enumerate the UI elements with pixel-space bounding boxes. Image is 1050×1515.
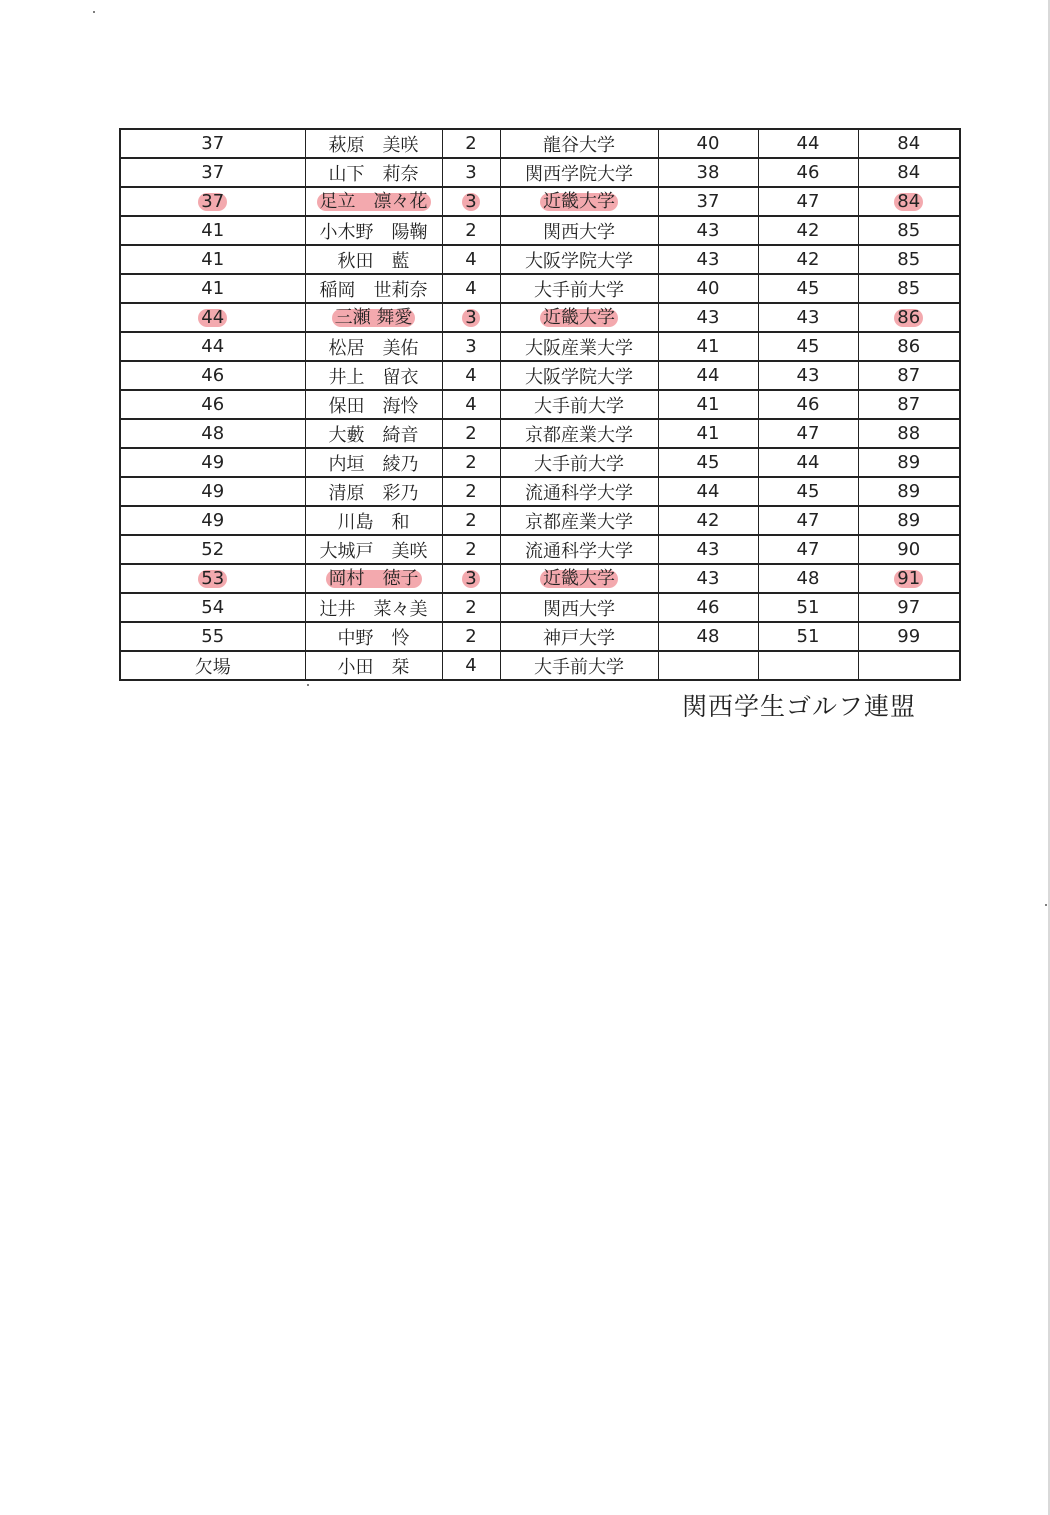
cell-out xyxy=(658,477,758,506)
cell-grade xyxy=(442,274,500,303)
table-row xyxy=(120,448,960,477)
cell-school xyxy=(500,419,658,448)
name-text: 大城戸 美咲 xyxy=(319,540,428,562)
grade-text: 4 xyxy=(465,655,477,676)
out-text: 43 xyxy=(696,220,720,241)
cell-school xyxy=(500,129,658,158)
table-row xyxy=(120,419,960,448)
cell-grade xyxy=(442,651,500,680)
cell-total xyxy=(858,274,960,303)
school-text: 龍谷大学 xyxy=(543,134,615,156)
name-text: 萩原 美咲 xyxy=(328,134,419,156)
cell-total xyxy=(858,593,960,622)
out-text: 41 xyxy=(696,423,720,444)
total-text: 85 xyxy=(897,249,921,270)
in-text: 42 xyxy=(796,220,820,241)
grade-text: 4 xyxy=(465,365,477,386)
out-text: 38 xyxy=(696,162,720,183)
school-text: 大阪産業大学 xyxy=(525,337,633,359)
cell-out xyxy=(658,332,758,361)
grade-text: 2 xyxy=(465,423,477,444)
name-text: 中野 怜 xyxy=(337,627,410,649)
cell-grade xyxy=(442,332,500,361)
cell-in xyxy=(758,187,858,216)
rank-text: 52 xyxy=(201,539,225,560)
cell-total xyxy=(858,158,960,187)
cell-school xyxy=(500,651,658,680)
cell-name xyxy=(305,651,442,680)
rank-text: 欠場 xyxy=(194,656,231,678)
grade-text: 2 xyxy=(465,626,477,647)
school-text: 大手前大学 xyxy=(534,279,624,301)
rank-text: 37 xyxy=(201,133,225,154)
out-text: 42 xyxy=(696,510,720,531)
cell-in xyxy=(758,564,858,593)
cell-total xyxy=(858,535,960,564)
cell-grade xyxy=(442,419,500,448)
total-text: 84 xyxy=(897,133,921,154)
cell-out xyxy=(658,187,758,216)
cell-out xyxy=(658,216,758,245)
school-text: 近畿大学 xyxy=(540,193,618,211)
cell-out xyxy=(658,564,758,593)
name-text: 大藪 綺音 xyxy=(328,424,419,446)
cell-total xyxy=(858,390,960,419)
cell-school xyxy=(500,535,658,564)
scan-speck xyxy=(1045,904,1047,906)
cell-grade xyxy=(442,564,500,593)
cell-in xyxy=(758,303,858,332)
cell-rank xyxy=(120,622,305,651)
out-text: 43 xyxy=(696,568,720,589)
name-text: 辻井 菜々美 xyxy=(319,598,428,620)
cell-out xyxy=(658,245,758,274)
cell-name xyxy=(305,506,442,535)
results-table xyxy=(119,128,961,681)
cell-out xyxy=(658,158,758,187)
grade-text: 3 xyxy=(462,193,479,211)
grade-text: 2 xyxy=(465,539,477,560)
table-row-highlighted xyxy=(120,187,960,216)
cell-out xyxy=(658,448,758,477)
cell-in xyxy=(758,129,858,158)
rank-text: 46 xyxy=(201,394,225,415)
organization-name: 関西学生ゴルフ連盟 xyxy=(682,692,917,721)
cell-out xyxy=(658,390,758,419)
cell-total xyxy=(858,332,960,361)
cell-grade xyxy=(442,216,500,245)
cell-in xyxy=(758,245,858,274)
cell-in xyxy=(758,361,858,390)
school-text: 大手前大学 xyxy=(534,395,624,417)
cell-name xyxy=(305,303,442,332)
total-text: 99 xyxy=(897,626,921,647)
school-text: 近畿大学 xyxy=(540,309,618,327)
table-row xyxy=(120,535,960,564)
cell-school xyxy=(500,274,658,303)
in-text: 42 xyxy=(796,249,820,270)
cell-rank xyxy=(120,593,305,622)
table-row xyxy=(120,390,960,419)
grade-text: 4 xyxy=(465,278,477,299)
cell-total xyxy=(858,129,960,158)
cell-total xyxy=(858,506,960,535)
cell-total xyxy=(858,448,960,477)
cell-out xyxy=(658,419,758,448)
out-text: 41 xyxy=(696,394,720,415)
name-text: 岡村 徳子 xyxy=(326,570,422,588)
total-text: 87 xyxy=(897,365,921,386)
cell-grade xyxy=(442,622,500,651)
grade-text: 3 xyxy=(465,162,477,183)
name-text: 小田 栞 xyxy=(337,656,410,678)
school-text: 関西大学 xyxy=(543,221,615,243)
rank-text: 37 xyxy=(198,193,227,211)
cell-rank xyxy=(120,129,305,158)
cell-total xyxy=(858,651,960,680)
cell-name xyxy=(305,390,442,419)
out-text: 48 xyxy=(696,626,720,647)
cell-name xyxy=(305,564,442,593)
school-text: 京都産業大学 xyxy=(525,511,633,533)
total-text: 86 xyxy=(894,309,923,327)
in-text: 47 xyxy=(796,539,820,560)
out-text: 45 xyxy=(696,452,720,473)
total-text: 89 xyxy=(897,452,921,473)
school-text: 近畿大学 xyxy=(540,570,618,588)
total-text: 90 xyxy=(897,539,921,560)
cell-grade xyxy=(442,361,500,390)
cell-grade xyxy=(442,390,500,419)
out-text: 40 xyxy=(696,278,720,299)
cell-school xyxy=(500,303,658,332)
name-text: 山下 莉奈 xyxy=(328,163,419,185)
school-text: 大手前大学 xyxy=(534,453,624,475)
cell-school xyxy=(500,477,658,506)
cell-school xyxy=(500,245,658,274)
name-text: 三瀬 舞愛 xyxy=(332,309,416,327)
cell-in xyxy=(758,158,858,187)
cell-out xyxy=(658,274,758,303)
name-text: 井上 留衣 xyxy=(328,366,419,388)
cell-out xyxy=(658,593,758,622)
grade-text: 4 xyxy=(465,249,477,270)
cell-name xyxy=(305,274,442,303)
rank-text: 49 xyxy=(201,481,225,502)
grade-text: 2 xyxy=(465,510,477,531)
cell-rank xyxy=(120,390,305,419)
name-text: 松居 美佑 xyxy=(328,337,419,359)
scan-speck xyxy=(93,11,95,13)
cell-rank xyxy=(120,506,305,535)
cell-name xyxy=(305,332,442,361)
cell-in xyxy=(758,448,858,477)
cell-grade xyxy=(442,245,500,274)
cell-in xyxy=(758,506,858,535)
rank-text: 44 xyxy=(198,309,227,327)
cell-rank xyxy=(120,535,305,564)
cell-rank xyxy=(120,448,305,477)
out-text: 40 xyxy=(696,133,720,154)
name-text: 内垣 綾乃 xyxy=(328,453,419,475)
results-table-body xyxy=(120,129,960,680)
cell-total xyxy=(858,419,960,448)
table-row xyxy=(120,216,960,245)
cell-rank xyxy=(120,332,305,361)
table-row xyxy=(120,274,960,303)
rank-text: 49 xyxy=(201,510,225,531)
in-text: 47 xyxy=(796,510,820,531)
grade-text: 3 xyxy=(462,570,479,588)
cell-in xyxy=(758,593,858,622)
in-text: 45 xyxy=(796,278,820,299)
in-text: 44 xyxy=(796,133,820,154)
cell-in xyxy=(758,477,858,506)
in-text: 44 xyxy=(796,452,820,473)
table-row xyxy=(120,129,960,158)
cell-in xyxy=(758,332,858,361)
rank-text: 55 xyxy=(201,626,225,647)
cell-school xyxy=(500,361,658,390)
cell-out xyxy=(658,535,758,564)
cell-name xyxy=(305,187,442,216)
cell-rank xyxy=(120,216,305,245)
grade-text: 2 xyxy=(465,220,477,241)
cell-name xyxy=(305,158,442,187)
rank-text: 41 xyxy=(201,278,225,299)
in-text: 43 xyxy=(796,365,820,386)
cell-rank xyxy=(120,158,305,187)
name-text: 稲岡 世莉奈 xyxy=(319,279,428,301)
cell-school xyxy=(500,564,658,593)
name-text: 秋田 藍 xyxy=(337,250,410,272)
table-row xyxy=(120,332,960,361)
cell-name xyxy=(305,129,442,158)
rank-text: 54 xyxy=(201,597,225,618)
in-text: 51 xyxy=(796,626,820,647)
total-text: 86 xyxy=(897,336,921,357)
grade-text: 2 xyxy=(465,452,477,473)
cell-in xyxy=(758,390,858,419)
cell-name xyxy=(305,448,442,477)
cell-grade xyxy=(442,593,500,622)
cell-total xyxy=(858,187,960,216)
cell-total xyxy=(858,245,960,274)
out-text: 44 xyxy=(696,365,720,386)
cell-grade xyxy=(442,448,500,477)
cell-name xyxy=(305,477,442,506)
cell-school xyxy=(500,506,658,535)
school-text: 大阪学院大学 xyxy=(525,250,633,272)
name-text: 川島 和 xyxy=(337,511,410,533)
rank-text: 53 xyxy=(198,570,227,588)
rank-text: 37 xyxy=(201,162,225,183)
in-text: 45 xyxy=(796,481,820,502)
cell-grade xyxy=(442,303,500,332)
out-text: 44 xyxy=(696,481,720,502)
grade-text: 4 xyxy=(465,394,477,415)
cell-total xyxy=(858,361,960,390)
school-text: 大阪学院大学 xyxy=(525,366,633,388)
table-row xyxy=(120,477,960,506)
cell-out xyxy=(658,651,758,680)
rank-text: 44 xyxy=(201,336,225,357)
cell-school xyxy=(500,187,658,216)
cell-school xyxy=(500,593,658,622)
cell-name xyxy=(305,593,442,622)
cell-rank xyxy=(120,564,305,593)
cell-rank xyxy=(120,245,305,274)
cell-rank xyxy=(120,303,305,332)
cell-school xyxy=(500,448,658,477)
in-text: 46 xyxy=(796,394,820,415)
cell-total xyxy=(858,622,960,651)
total-text: 85 xyxy=(897,220,921,241)
grade-text: 2 xyxy=(465,481,477,502)
school-text: 関西学院大学 xyxy=(525,163,633,185)
table-row xyxy=(120,361,960,390)
cell-total xyxy=(858,564,960,593)
rank-text: 41 xyxy=(201,249,225,270)
out-text: 37 xyxy=(696,191,720,212)
total-text: 84 xyxy=(894,193,923,211)
out-text: 43 xyxy=(696,249,720,270)
cell-rank xyxy=(120,419,305,448)
cell-rank xyxy=(120,361,305,390)
name-text: 清原 彩乃 xyxy=(328,482,419,504)
cell-total xyxy=(858,216,960,245)
cell-rank xyxy=(120,651,305,680)
school-text: 流通科学大学 xyxy=(525,482,633,504)
total-text: 85 xyxy=(897,278,921,299)
table-row xyxy=(120,158,960,187)
total-text: 89 xyxy=(897,510,921,531)
cell-name xyxy=(305,216,442,245)
table-row xyxy=(120,593,960,622)
in-text: 47 xyxy=(796,423,820,444)
rank-text: 46 xyxy=(201,365,225,386)
cell-in xyxy=(758,216,858,245)
cell-grade xyxy=(442,158,500,187)
out-text: 46 xyxy=(696,597,720,618)
cell-grade xyxy=(442,129,500,158)
cell-out xyxy=(658,361,758,390)
school-text: 流通科学大学 xyxy=(525,540,633,562)
grade-text: 3 xyxy=(462,309,479,327)
cell-grade xyxy=(442,187,500,216)
grade-text: 3 xyxy=(465,336,477,357)
scan-speck xyxy=(307,684,309,686)
cell-school xyxy=(500,390,658,419)
cell-grade xyxy=(442,506,500,535)
in-text: 51 xyxy=(796,597,820,618)
cell-name xyxy=(305,245,442,274)
name-text: 小木野 陽鞠 xyxy=(319,221,428,243)
cell-grade xyxy=(442,535,500,564)
name-text: 保田 海怜 xyxy=(328,395,419,417)
in-text: 45 xyxy=(796,336,820,357)
rank-text: 48 xyxy=(201,423,225,444)
cell-in xyxy=(758,651,858,680)
total-text: 89 xyxy=(897,481,921,502)
grade-text: 2 xyxy=(465,597,477,618)
cell-grade xyxy=(442,477,500,506)
cell-name xyxy=(305,361,442,390)
table-row-highlighted xyxy=(120,564,960,593)
cell-school xyxy=(500,158,658,187)
cell-name xyxy=(305,622,442,651)
cell-total xyxy=(858,477,960,506)
cell-in xyxy=(758,274,858,303)
table-row xyxy=(120,622,960,651)
out-text: 43 xyxy=(696,539,720,560)
cell-rank xyxy=(120,274,305,303)
cell-in xyxy=(758,535,858,564)
cell-out xyxy=(658,622,758,651)
school-text: 神戸大学 xyxy=(543,627,615,649)
school-text: 京都産業大学 xyxy=(525,424,633,446)
out-text: 41 xyxy=(696,336,720,357)
table-row-highlighted xyxy=(120,303,960,332)
table-row xyxy=(120,506,960,535)
total-text: 97 xyxy=(897,597,921,618)
school-text: 大手前大学 xyxy=(534,656,624,678)
cell-name xyxy=(305,419,442,448)
total-text: 87 xyxy=(897,394,921,415)
rank-text: 49 xyxy=(201,452,225,473)
out-text: 43 xyxy=(696,307,720,328)
table-row xyxy=(120,651,960,680)
cell-in xyxy=(758,419,858,448)
cell-in xyxy=(758,622,858,651)
total-text: 91 xyxy=(894,570,923,588)
in-text: 43 xyxy=(796,307,820,328)
total-text: 88 xyxy=(897,423,921,444)
total-text: 84 xyxy=(897,162,921,183)
cell-school xyxy=(500,332,658,361)
cell-out xyxy=(658,129,758,158)
cell-name xyxy=(305,535,442,564)
cell-school xyxy=(500,216,658,245)
cell-out xyxy=(658,303,758,332)
cell-total xyxy=(858,303,960,332)
in-text: 46 xyxy=(796,162,820,183)
cell-rank xyxy=(120,477,305,506)
in-text: 48 xyxy=(796,568,820,589)
cell-rank xyxy=(120,187,305,216)
rank-text: 41 xyxy=(201,220,225,241)
name-text: 足立 凛々花 xyxy=(317,193,431,211)
in-text: 47 xyxy=(796,191,820,212)
table-row xyxy=(120,245,960,274)
cell-school xyxy=(500,622,658,651)
grade-text: 2 xyxy=(465,133,477,154)
cell-out xyxy=(658,506,758,535)
school-text: 関西大学 xyxy=(543,598,615,620)
